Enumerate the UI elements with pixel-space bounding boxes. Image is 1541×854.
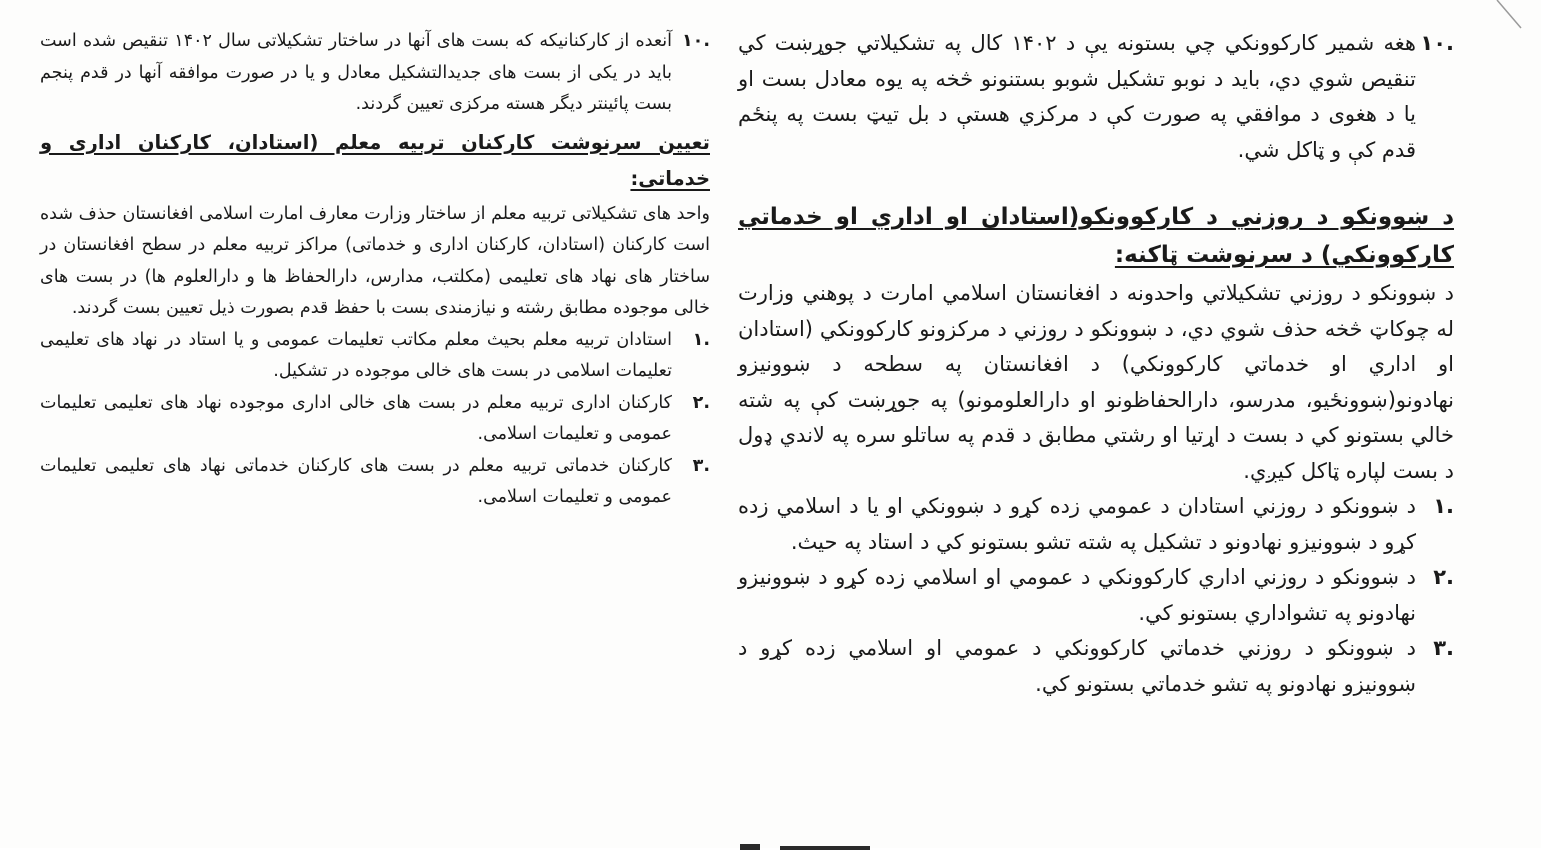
dari-list-item-3-text: کارکنان خدماتی تربیه معلم در بست های کارکنان خدماتی نهاد های تعلیمی تعلیمات عمومی و تعلیمات اسلامی. [40, 455, 672, 507]
cut-off-text-fragment [740, 844, 900, 854]
pashto-item-10 [738, 26, 1454, 168]
dari-item-10 [40, 26, 710, 121]
pashto-item-10-number: ۱۰. [1420, 31, 1454, 55]
pashto-column [738, 26, 1454, 702]
dari-list-item-2-number: ۲. [692, 392, 710, 413]
dari-intro-paragraph: واحد های تشکیلاتی تربیه معلم از ساختار وزارت معارف امارت اسلامی افغانستان حذف شده است کارکنان (استادان، کارکنان اداری و خدماتی) مراکز تربیه معلم در سطح افغانستان در ساختار های نهاد های تعلیمی (مکلتب، مدارس، دارالحفاظ ها و دارالعلوم ها) در بست های خالی موجوده مطابق رشته و نیازمندی بست با حفظ قدم بصورت ذیل تعیین بست گردند. [40, 203, 710, 318]
dari-list-item-1-number: ۱. [692, 329, 710, 350]
pashto-section-heading: د ښوونکو د روزني د کارکوونکو(استادان او اداري او خدماتي کارکوونکي) د سرنوشت ټاکنه: [738, 204, 1454, 268]
pashto-list-item-3-text: د ښوونکو د روزني خدماتي کارکوونکي د عمومي او اسلامي زده کړو د ښوونیزو نهادونو په تشو خدماتي بستونو کي. [738, 636, 1416, 696]
dari-list-item-2 [40, 388, 710, 451]
dari-list-item-3 [40, 451, 710, 514]
dari-list-item-1 [40, 325, 710, 388]
pashto-list-item-3-number: ۳. [1433, 636, 1454, 660]
pashto-list-item-2 [738, 560, 1454, 631]
dari-column [40, 26, 710, 514]
pashto-intro-paragraph: د ښوونکو د روزني تشکیلاتي واحدونه د افغانستان اسلامي امارت د پوهني وزارت له چوکاټ څخه حذف شوي دي، د ښوونکو د روزني د مرکزونو کارکوونکي (استادان او اداري او خدماتي کارکوونکي) د افغانستان په سطحه د ښوونیزو نهادونو(ښوونځیو، مدرسو، دارالحفاظونو او دارالعلومونو) په جوړښت کې په شته خالي بستونو کي د بست د اړتیا او رشتي مطابق د قدم په ساتلو سره په لاندي ډول د بست لپاره ټاکل کیږي. [738, 281, 1454, 483]
pashto-list-item-1-number: ۱. [1433, 494, 1454, 518]
pashto-list-item-1-text: د ښوونکو د روزني استادان د عمومي زده کړو د ښوونکي او یا د اسلامي زده کړو د ښوونیزو نهادونو د تشکیل په شته تشو بستونو کي د استاد په حیث. [738, 494, 1416, 554]
pashto-list-item-1 [738, 489, 1454, 560]
dari-list-item-1-text: استادان تربیه معلم بحیث معلم مکاتب تعلیمات عمومی و یا استاد در نهاد های تعلیمی تعلیمات اسلامی در بست های خالی موجوده در تشکیل. [40, 329, 672, 381]
pashto-list-item-2-number: ۲. [1433, 565, 1454, 589]
dari-section-heading: تعیین سرنوشت کارکنان تربیه معلم (استادان، کارکنان اداری و خدماتی: [40, 130, 710, 190]
dari-list-item-3-number: ۳. [692, 455, 710, 476]
pashto-list-item-3 [738, 631, 1454, 702]
dari-item-10-number: ۱۰. [681, 31, 710, 51]
scan-corner-mark [1491, 0, 1531, 30]
pashto-item-10-text: هغه شمیر کارکوونکي چي بستونه يې د ۱۴۰۲ کال په تشکیلاتي جوړښت کي تنقیص شوي دي، باید د نوبو تشکیل شوبو بستنونو څخه په یوه معادل بست او یا د هغوی د موافقي په صورت کې د مرکزي هستې د بل تیټ بست په پنځم قدم کې و ټاکل شي. [738, 31, 1417, 162]
dari-item-10-text: آنعده از کارکنانیکه که بست های آنها در ساختار تشکیلاتی سال ۱۴۰۲ تنقیص شده است باید در یکی از بست های جدیدالتشکیل معادل و یا در صورت موافقه آنها در قدم پنجم بست پائینتر دیگر هسته مرکزی تعیین گردند. [40, 31, 673, 114]
pashto-list-item-2-text: د ښوونکو د روزني اداري کارکوونکي د عمومي او اسلامي زده کړو د ښوونیزو نهادونو په تشواداري بستونو کي. [738, 565, 1416, 625]
dari-list-item-2-text: کارکنان اداری تربیه معلم در بست های خالی اداری موجوده نهاد های تعلیمی تعلیمات عمومی و تعلیمات اسلامی. [40, 392, 672, 444]
